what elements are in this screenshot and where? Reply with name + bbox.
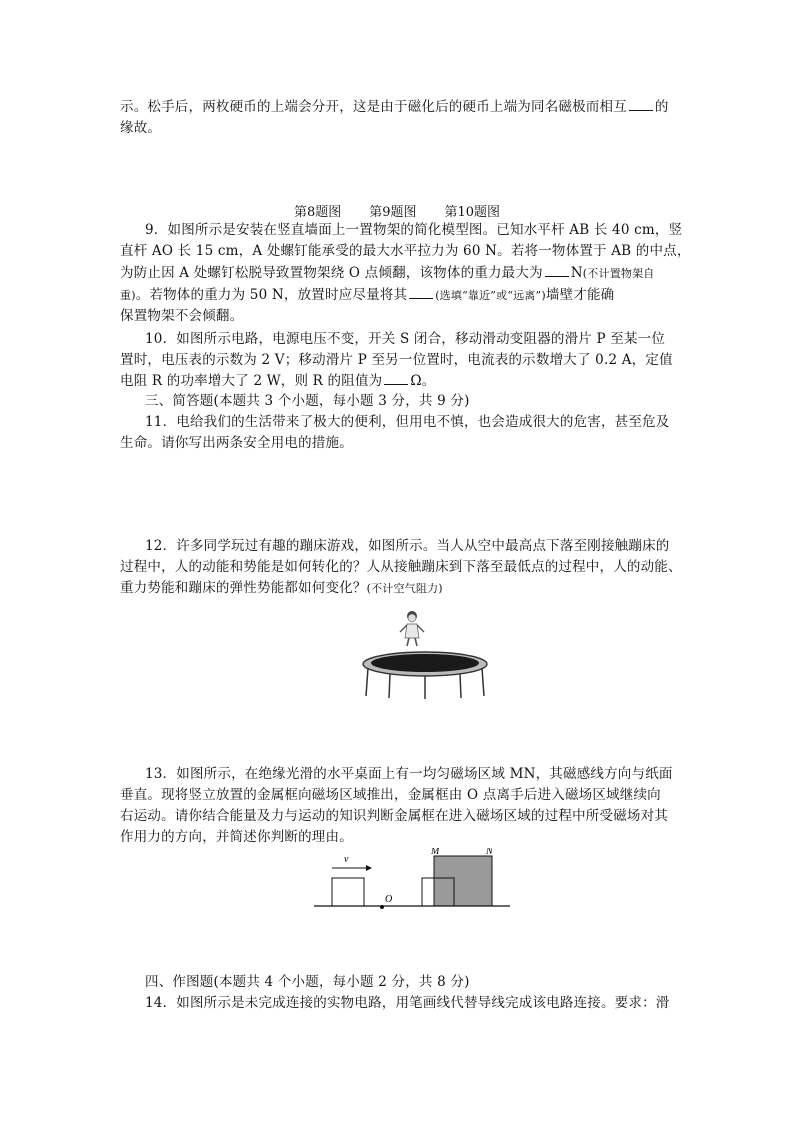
answer-blank[interactable] xyxy=(629,98,653,111)
answer-blank[interactable] xyxy=(384,372,408,385)
answer-blank[interactable] xyxy=(545,264,569,277)
caption-fig9: 第9题图 xyxy=(369,205,417,220)
section-4-heading: 四、作图题(本题共 4 个小题，每小题 2 分，共 8 分) xyxy=(145,974,470,990)
section-3-heading: 三、简答题(本题共 3 个小题，每小题 3 分，共 9 分) xyxy=(145,393,470,409)
intro-line-1: 示。松手后，两枚硬币的上端会分开，这是由于磁化后的硬币上端为同名磁极而相互 的 xyxy=(120,99,669,115)
q13-line-3: 右运动。请你结合能量及力与运动的知识判断金属框在进入磁场区域的过程中所受磁场对其 xyxy=(120,808,668,824)
q13-line-4: 作用力的方向，并简述你判断的理由。 xyxy=(120,829,353,845)
q12-line-3: 重力势能和蹦床的弹性势能都如何变化？(不计空气阻力) xyxy=(120,580,443,596)
trampoline xyxy=(363,652,487,699)
magnetic-field-region xyxy=(434,856,492,906)
m-label: M xyxy=(431,848,440,857)
q12-line-2: 过程中，人的动能和势能是如何转化的？人从接触蹦床到下落至最低点的过程中，人的动能、 xyxy=(120,559,682,575)
q12-line-1: 12．许多同学玩过有趣的蹦床游戏，如图所示。当人从空中最高点下落至刚接触蹦床的 xyxy=(145,538,670,554)
child-figure xyxy=(400,611,424,646)
q9-line-2: 直杆 AO 长 15 cm，A 处螺钉能承受的最大水平拉力为 60 N。若将一物体置于 AB 的中点， xyxy=(120,243,691,259)
magnetic-field-figure xyxy=(310,848,530,914)
caption-fig8: 第8题图 xyxy=(293,205,342,220)
q9-line-1: 9．如图所示是安装在竖直墙面上一置物架的简化模型图。已知水平杆 AB 长 40 cm，竖 xyxy=(145,222,683,238)
q9-line-3: 为防止因 A 处螺钉松脱导致置物架绕 O 点倾翻，该物体的重力最大为 N(不计置物架自 xyxy=(120,265,655,281)
q11-line-2: 生命。请你写出两条安全用电的措施。 xyxy=(120,435,353,451)
q11-line-1: 11．电给我们的生活带来了极大的便利，但用电不慎，也会造成很大的危害，甚至危及 xyxy=(145,414,670,430)
q9-line-4: 重)。若物体的重力为 50 N，放置时应尽量将其 (选填“靠近”或“远离”)墙壁才能确 xyxy=(120,287,615,303)
answer-blank[interactable] xyxy=(409,286,433,299)
velocity-arrow xyxy=(332,854,372,871)
metal-frame-start xyxy=(332,878,364,906)
intro-line-2: 缘故。 xyxy=(120,120,162,136)
figure-captions xyxy=(0,201,794,220)
q10-line-3: 电阻 R 的功率增大了 2 W，则 R 的阻值为 Ω。 xyxy=(120,373,436,389)
q13-line-1: 13．如图所示，在绝缘光滑的水平桌面上有一均匀磁场区域 MN，其磁感线方向与纸面 xyxy=(145,766,673,782)
velocity-label: v xyxy=(344,854,349,865)
point-o-label: O xyxy=(385,894,393,905)
point-o xyxy=(380,905,384,909)
q10-line-1: 10．如图所示电路，电源电压不变，开关 S 闭合，移动滑动变阻器的滑片 P 至某一位 xyxy=(145,331,666,347)
q9-line-5: 保置物架不会倾翻。 xyxy=(120,308,244,324)
trampoline-figure xyxy=(360,610,490,700)
q13-line-2: 垂直。现将竖立放置的金属框向磁场区域推出，金属框由 O 点离手后进入磁场区域继续向 xyxy=(120,787,661,803)
caption-fig10: 第10题图 xyxy=(444,205,501,220)
q10-line-2: 置时，电压表的示数为 2 V；移动滑片 P 至另一位置时，电流表的示数增大了 0.2 A，定值 xyxy=(120,352,673,368)
n-label: N xyxy=(486,848,493,857)
q14-line-1: 14．如图所示是未完成连接的实物电路，用笔画线代替导线完成该电路连接。要求：滑 xyxy=(145,995,670,1011)
